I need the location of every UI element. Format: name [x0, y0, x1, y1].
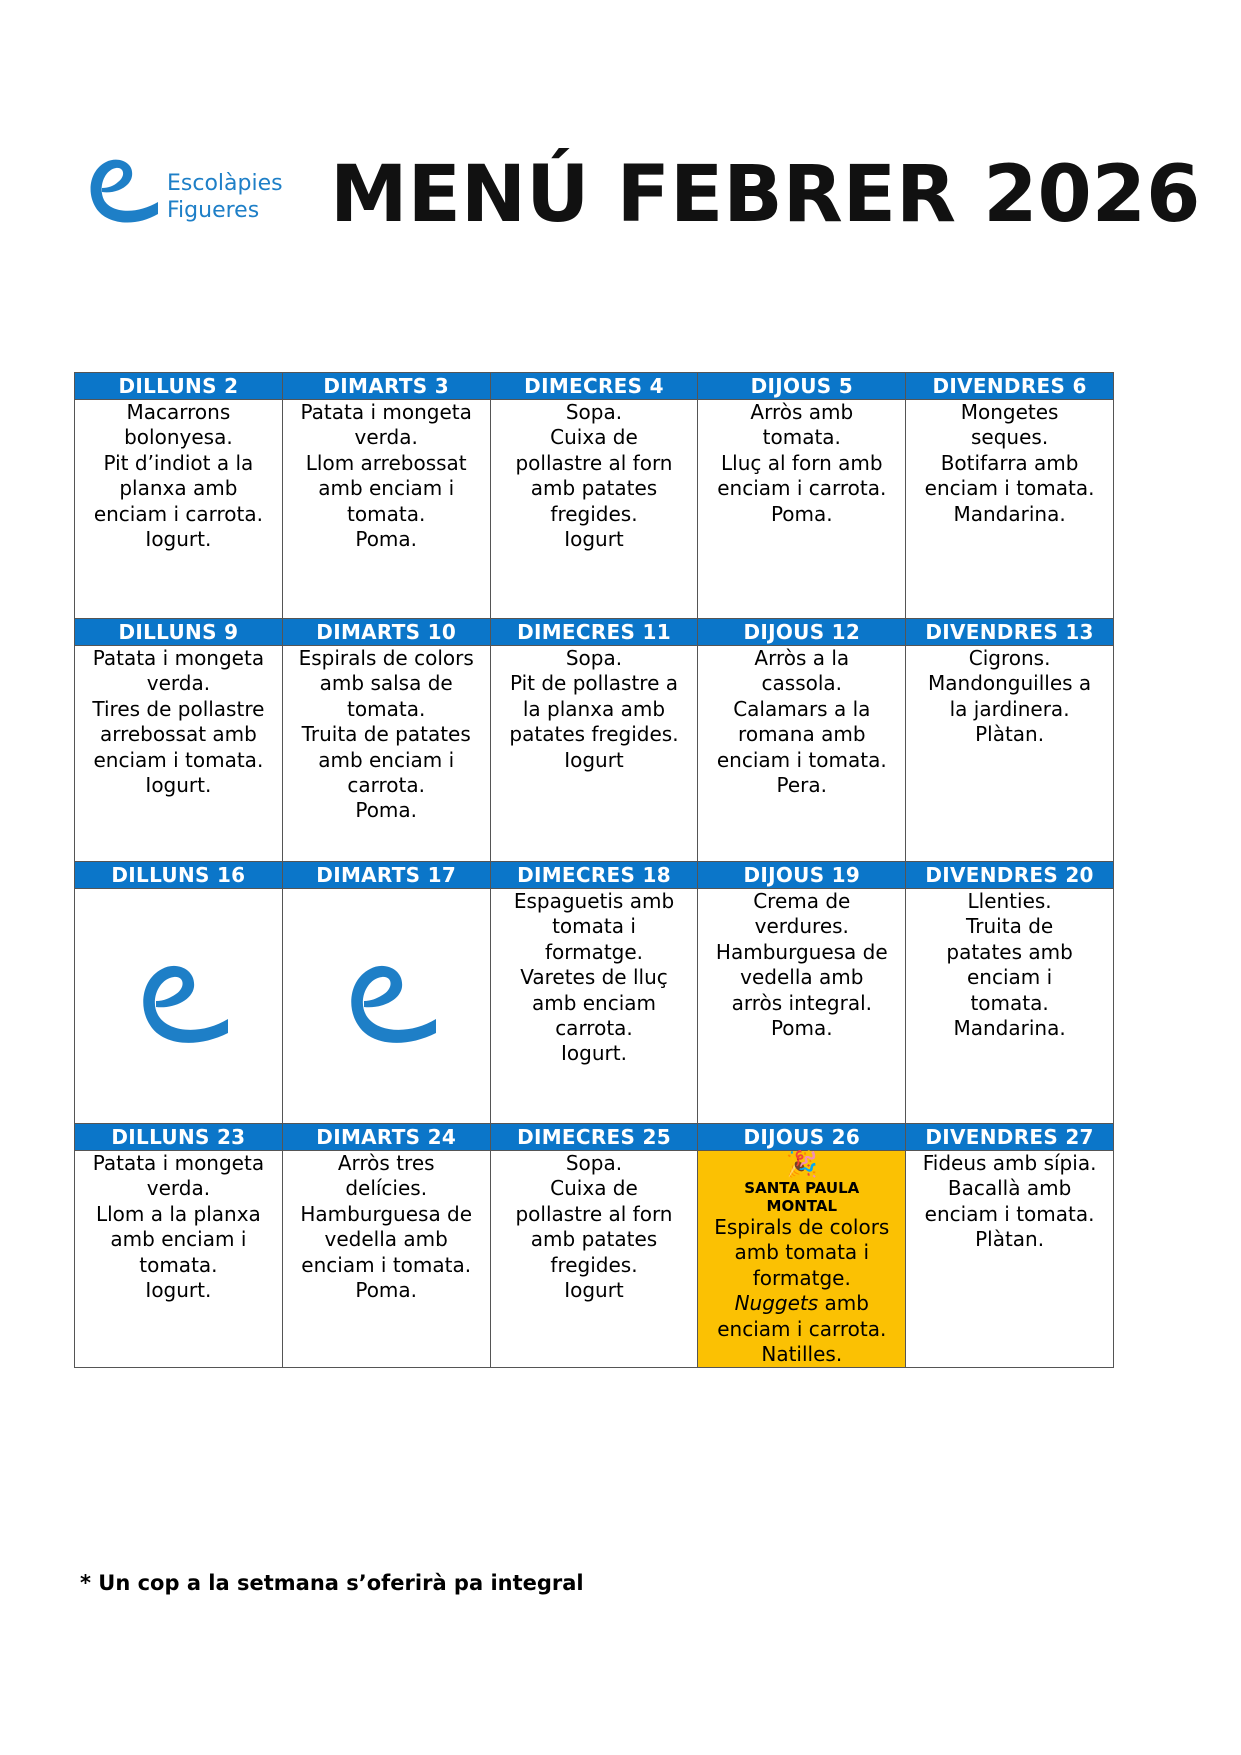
event-name: MONTAL [766, 1197, 838, 1215]
page-title: MENÚ FEBRER 2026 [330, 150, 1201, 240]
dish-line: tomata. [139, 1252, 218, 1277]
footnote: * Un cop a la setmana s’oferirà pa integral [80, 1571, 584, 1595]
dish-line: arrebossat amb [99, 722, 257, 747]
logo-line1: Escolàpies [167, 171, 283, 196]
dish-line: la jardinera. [949, 696, 1070, 721]
week-menu-row [75, 646, 1114, 862]
day-menu-cell [698, 646, 906, 862]
logo-text [167, 170, 283, 224]
dish-line: enciam i tomata. [924, 1201, 1095, 1226]
dish-line: Arròs a la [754, 646, 850, 670]
dish-line: Calamars a la [733, 696, 871, 721]
dish-line: amb enciam i [318, 747, 455, 772]
dish-line: vedella amb [324, 1227, 448, 1252]
dish-line: Iogurt. [145, 1278, 212, 1303]
escolapies-logo-icon [78, 148, 160, 232]
dish-line: Cuixa de [550, 1176, 638, 1201]
dish-line: la planxa amb [522, 696, 666, 721]
dish-line: Lluç al forn amb [721, 450, 883, 475]
dish-line: Espirals de colors [714, 1215, 890, 1239]
day-header: DIJOUS 19 [698, 862, 906, 889]
day-menu-cell [906, 646, 1114, 862]
dish-line: verda. [354, 425, 418, 450]
dish-line: Poma. [770, 1016, 833, 1041]
dish-line: Poma. [355, 798, 418, 823]
day-menu-cell [698, 1151, 906, 1368]
dish-line: amb salsa de [319, 671, 453, 696]
day-header: DIJOUS 12 [698, 619, 906, 646]
escolapies-logo-icon [128, 953, 228, 1053]
dish-line: formatge. [752, 1265, 851, 1290]
dish-line: Arròs amb [750, 400, 854, 424]
dish-line: amb enciam i [110, 1227, 247, 1252]
dish-line: Iogurt [564, 527, 624, 552]
dish-line: tomata. [970, 990, 1049, 1015]
day-header: DILLUNS 16 [75, 862, 283, 889]
dish-line: delícies. [345, 1176, 428, 1201]
dish-line: tomata. [347, 696, 426, 721]
dish-line: tomata. [762, 425, 841, 450]
dish-line: bolonyesa. [124, 425, 233, 450]
dish-line: Botifarra amb [940, 450, 1079, 475]
day-menu-cell [906, 400, 1114, 619]
day-menu-cell [490, 646, 698, 862]
dish-line: enciam i carrota. [93, 501, 263, 526]
day-header: DILLUNS 23 [75, 1124, 283, 1151]
day-header: DIVENDRES 20 [906, 862, 1114, 889]
day-menu-cell [282, 646, 490, 862]
day-menu-cell [906, 1151, 1114, 1368]
dish-line: fregides. [550, 501, 638, 526]
school-logo [78, 148, 283, 232]
dish-line: Mongetes [960, 400, 1059, 424]
day-menu-cell [490, 889, 698, 1124]
dish-line: Tires de pollastre [92, 696, 265, 721]
dish-line: enciam i [967, 965, 1053, 990]
dish-line: enciam i tomata. [924, 476, 1095, 501]
day-menu-cell [75, 400, 283, 619]
logo-line2: Figueres [167, 198, 260, 223]
day-menu-cell [75, 1151, 283, 1368]
day-header: DIJOUS 26 [698, 1124, 906, 1151]
dish-line: enciam i tomata. [93, 747, 264, 772]
dish-line: Iogurt [564, 1278, 624, 1303]
dish-line: cassola. [761, 671, 843, 696]
dish-line: verdures. [754, 914, 849, 939]
dish-line: Iogurt. [145, 527, 212, 552]
dish-line: enciam i tomata. [716, 747, 887, 772]
dish-line: Iogurt. [145, 773, 212, 798]
dish-line: Natilles. [761, 1342, 843, 1367]
dish-line: Mandarina. [953, 1016, 1066, 1041]
dish-line: seques. [971, 425, 1049, 450]
day-menu-cell [906, 889, 1114, 1124]
day-header: DIJOUS 5 [698, 373, 906, 400]
day-menu-cell [698, 400, 906, 619]
week-header-row [75, 1124, 1114, 1151]
dish-line: Varetes de lluç [520, 965, 668, 990]
dish-line: pollastre al forn [515, 450, 673, 475]
dish-line: Patata i mongeta [92, 646, 265, 670]
dish-line: Sopa. [565, 400, 623, 424]
dish-line: enciam i carrota. [717, 476, 887, 501]
dish-line [698, 1291, 905, 1316]
dish-line: vedella amb [740, 965, 864, 990]
dish-line: Espaguetis amb [513, 889, 675, 913]
day-header: DIMECRES 18 [490, 862, 698, 889]
day-menu-cell [282, 889, 490, 1124]
week-header-row [75, 862, 1114, 889]
day-header: DIMARTS 24 [282, 1124, 490, 1151]
dish-line: Bacallà amb [947, 1176, 1072, 1201]
dish-line: Plàtan. [975, 722, 1045, 747]
day-header: DILLUNS 9 [75, 619, 283, 646]
dish-line: verda. [146, 1176, 211, 1201]
dish-line: Sopa. [565, 1151, 623, 1175]
day-header: DILLUNS 2 [75, 373, 283, 400]
dish-line: pollastre al forn [515, 1201, 673, 1226]
dish-line: Poma. [770, 501, 833, 526]
dish-line: planxa amb [119, 476, 238, 501]
day-header: DIMECRES 25 [490, 1124, 698, 1151]
dish-line: amb enciam [531, 990, 657, 1015]
dish-line: arròs integral. [731, 990, 872, 1015]
dish-line: amb enciam i [318, 476, 455, 501]
dish-line: Pit d’indiot a la [103, 450, 254, 475]
day-header: DIVENDRES 27 [906, 1124, 1114, 1151]
day-menu-cell [282, 400, 490, 619]
dish-line: fregides. [550, 1252, 638, 1277]
dish-italic-word: Nuggets [734, 1291, 819, 1316]
week-menu-row [75, 400, 1114, 619]
dish-line: Truita de [966, 914, 1054, 939]
menu-table [74, 372, 1114, 1368]
dish-line: romana amb [738, 722, 866, 747]
week-menu-row [75, 1151, 1114, 1368]
day-header: DIMECRES 4 [490, 373, 698, 400]
week-header-row [75, 619, 1114, 646]
day-header: DIVENDRES 6 [906, 373, 1114, 400]
day-header: DIMARTS 17 [282, 862, 490, 889]
dish-line: patates fregides. [509, 722, 679, 747]
dish-line: Patata i mongeta [92, 1151, 265, 1175]
dish-line: Arròs tres [337, 1151, 435, 1175]
dish-line: Fideus amb sípia. [922, 1151, 1097, 1175]
week-header-row [75, 373, 1114, 400]
week-menu-row [75, 889, 1114, 1124]
dish-line: amb tomata i [734, 1240, 870, 1265]
dish-line: Llenties. [967, 889, 1052, 913]
party-popper-icon: 🎉 [785, 1150, 818, 1180]
day-header: DIVENDRES 13 [906, 619, 1114, 646]
dish-line: Sopa. [565, 646, 623, 670]
day-menu-cell [75, 646, 283, 862]
dish-line: Iogurt. [561, 1041, 627, 1066]
event-name: SANTA PAULA [744, 1179, 860, 1197]
dish-line: Cigrons. [968, 646, 1051, 670]
dish-line: formatge. [544, 939, 644, 964]
dish-line: amb patates [530, 476, 658, 501]
dish-line: Cuixa de [550, 425, 638, 450]
dish-line: Mandarina. [953, 501, 1066, 526]
dish-line: enciam i tomata. [301, 1252, 472, 1277]
dish-line: Hamburguesa de [300, 1201, 473, 1226]
day-header: DIMARTS 10 [282, 619, 490, 646]
dish-line: Llom a la planxa [95, 1201, 261, 1226]
dish-line: Macarrons [126, 400, 231, 424]
day-menu-cell [75, 889, 283, 1124]
day-menu-cell [282, 1151, 490, 1368]
dish-line: amb patates [530, 1227, 658, 1252]
dish-line: Crema de [753, 889, 851, 913]
dish-line: Plàtan. [975, 1227, 1045, 1252]
dish-line: tomata i [552, 914, 636, 939]
dish-line: Poma. [355, 527, 418, 552]
dish-line: Espirals de colors [298, 646, 474, 670]
dish-line: enciam i carrota. [717, 1316, 887, 1341]
dish-line: Mandonguilles a [928, 671, 1092, 696]
dish-line: verda. [146, 671, 211, 696]
dish-line: Patata i mongeta [300, 400, 472, 424]
day-menu-cell [490, 1151, 698, 1368]
dish-line: Llom arrebossat [305, 450, 467, 475]
dish-line: Poma. [355, 1278, 418, 1303]
dish-line: Iogurt [564, 747, 624, 772]
day-header: DIMECRES 11 [490, 619, 698, 646]
day-menu-cell [698, 889, 906, 1124]
dish-line: Hamburguesa de [715, 939, 888, 964]
dish-rest: amb [818, 1291, 869, 1316]
day-header: DIMARTS 3 [282, 373, 490, 400]
dish-line: carrota. [347, 773, 425, 798]
dish-line: Pera. [776, 773, 828, 798]
dish-line: Truita de patates [301, 722, 471, 747]
dish-line: carrota. [555, 1016, 633, 1041]
dish-line: Pit de pollastre a [509, 671, 678, 696]
dish-line: patates amb [946, 939, 1073, 964]
dish-line: tomata. [347, 501, 426, 526]
day-menu-cell [490, 400, 698, 619]
escolapies-logo-icon [336, 953, 436, 1053]
